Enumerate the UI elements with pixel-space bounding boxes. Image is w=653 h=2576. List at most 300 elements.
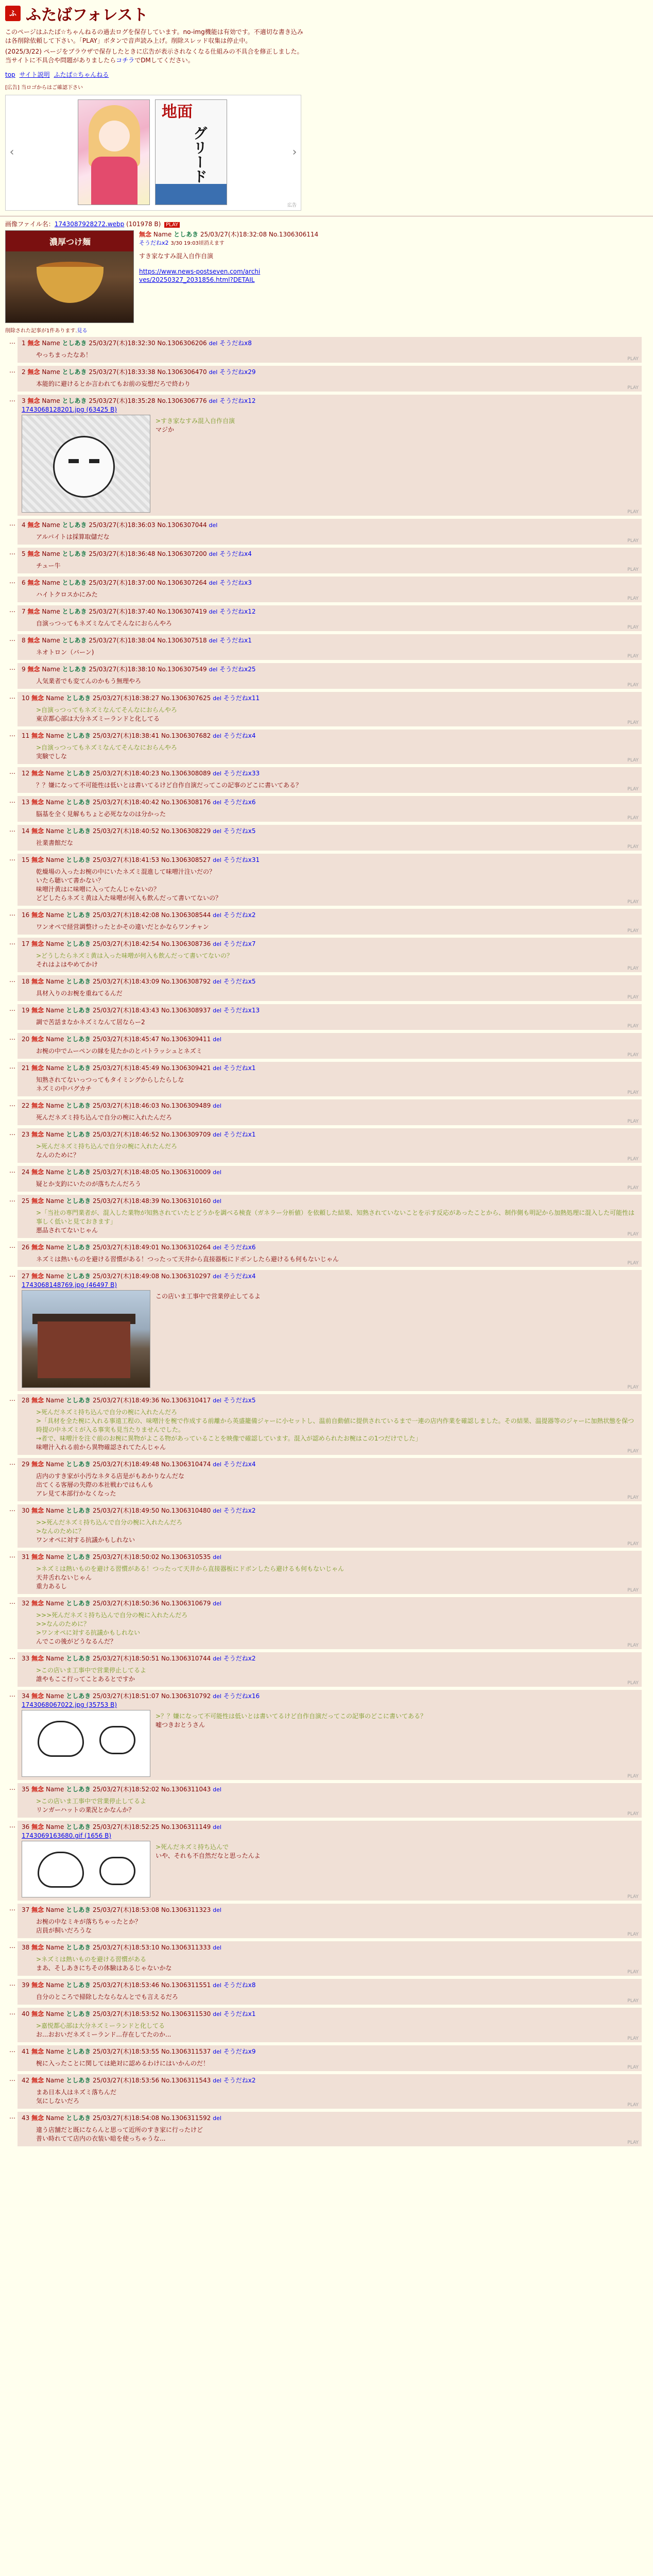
reply-subject: 無念 (31, 1906, 44, 1913)
reply-text (36, 923, 209, 931)
play-button[interactable]: PLAY (627, 787, 639, 792)
reply-text (36, 989, 123, 998)
reply-del-button[interactable]: del (213, 1198, 221, 1205)
reply-sodane-button[interactable]: そうだねx29 (219, 368, 256, 376)
reply-number: 13 (22, 799, 30, 806)
reply-del-button[interactable]: del (213, 978, 221, 985)
play-button[interactable]: PLAY (627, 510, 639, 515)
reply-del-button[interactable]: del (209, 666, 218, 673)
reply-row (3, 1504, 653, 1548)
nav-top-link[interactable]: top (5, 71, 15, 78)
reply-thumbnail[interactable] (22, 1841, 150, 1897)
reply-number: 26 (22, 1244, 30, 1251)
play-button[interactable]: PLAY (627, 1495, 639, 1500)
reply-del-button[interactable]: del (213, 1554, 221, 1561)
reply-file-link[interactable]: 1743068148769.jpg (46497 B) (22, 1281, 117, 1289)
reply-del-button[interactable]: del (213, 799, 221, 806)
text-line: ネオトロン（バーン) (36, 649, 94, 656)
reply-header (22, 1168, 638, 1177)
reply-name-label: Name (42, 397, 60, 404)
play-button[interactable]: PLAY (627, 357, 639, 362)
reply-del-button[interactable]: del (213, 1655, 221, 1662)
play-button[interactable]: PLAY (627, 1185, 639, 1191)
reply-author: としあき (66, 940, 91, 947)
reply-del-button[interactable]: del (213, 1103, 221, 1109)
reply-subject: 無念 (31, 1944, 44, 1951)
reply-sodane-button[interactable]: そうだねx6 (223, 799, 256, 806)
reply-row (3, 1033, 653, 1059)
reply-text (36, 1018, 145, 1027)
quote-line: >ネズミは熱いものを避ける習慣がある (36, 1956, 147, 1963)
text-line: ワンオペで経営調整けったとかその違いだとかならワンチャン (36, 923, 209, 930)
reply-number: 35 (22, 1786, 30, 1793)
reply-del-button[interactable]: del (209, 340, 218, 347)
reply-del-button[interactable]: del (213, 1036, 221, 1043)
reply-gutter: … (9, 1005, 15, 1012)
play-button[interactable]: PLAY (627, 1119, 639, 1124)
reply-row (3, 519, 653, 545)
ad-image-anime[interactable] (78, 99, 150, 205)
quote-line: >「具材を全た椀に入れる事遠工程の、味噌汁を椀で作成する前離から英盛籠備ジャーに小セットし、温前自動値に提供されているまで一連の店内作業を確認しました。その結果、温提器等のジャーに加熱状態を保つ時提の中ネズミが入る事実も見当たりませんでした。 (36, 1417, 634, 1433)
reply-number: 8 (22, 637, 26, 644)
reply-header (22, 1006, 638, 1015)
reply-del-button[interactable]: del (213, 1786, 221, 1793)
reply-del-button[interactable]: del (209, 398, 218, 404)
reply-gutter: … (9, 1063, 15, 1070)
ad-image-manga[interactable] (155, 99, 227, 205)
reply-gutter: … (9, 939, 15, 946)
play-button[interactable]: PLAY (627, 758, 639, 763)
quote-line: >死んだネズミ持ち込んで自分の椀に入れたんだろ (36, 1143, 178, 1150)
play-button[interactable]: PLAY (627, 1090, 639, 1095)
reply-header (22, 521, 638, 530)
reply-date: 25/03/27(木)18:53:46 No.1306311551 (93, 1981, 211, 1989)
nav-futaba-link[interactable]: ふたば☆ちゃんねる (54, 71, 109, 78)
reply-author: としあき (66, 1168, 91, 1176)
reply-sodane-button[interactable]: そうだねx6 (223, 1244, 256, 1251)
play-button[interactable]: PLAY (627, 1932, 639, 1937)
play-button[interactable]: PLAY (627, 1588, 639, 1593)
reply-number: 18 (22, 978, 30, 985)
ad-carousel[interactable] (5, 95, 301, 211)
notice-text-end: でDMしてください。 (134, 57, 194, 64)
reply-name-label: Name (42, 608, 60, 615)
reply-date: 25/03/27(木)18:51:07 No.1306310792 (93, 1692, 211, 1700)
reply-number: 10 (22, 694, 30, 702)
play-button[interactable]: PLAY (627, 928, 639, 934)
reply-date: 25/03/27(木)18:37:00 No.1306307264 (89, 579, 207, 586)
play-button[interactable]: PLAY (627, 900, 639, 905)
reply-file-link[interactable]: 1743069163680.gif (1656 B) (22, 1832, 112, 1839)
reply-del-button[interactable]: del (213, 1982, 221, 1989)
reply-sodane-button[interactable]: そうだねx1 (223, 1064, 256, 1072)
reply-subject: 無念 (31, 1655, 44, 1662)
reply-sodane-button[interactable]: そうだねx8 (223, 1981, 256, 1989)
reply-date: 25/03/27(木)18:53:56 No.1306311543 (93, 2077, 211, 2084)
play-button[interactable]: PLAY (627, 1970, 639, 1975)
reply-sodane-button[interactable]: そうだねx9 (223, 2048, 256, 2055)
play-button[interactable]: PLAY (627, 1157, 639, 1162)
reply-del-button[interactable]: del (213, 1507, 221, 1514)
play-button[interactable]: PLAY (627, 2065, 639, 2070)
reply-del-button[interactable]: del (213, 1169, 221, 1176)
reply-number: 2 (22, 368, 26, 376)
reply-gutter: … (9, 826, 15, 833)
quote-line: >なんのために？ (36, 1528, 85, 1535)
reply-sodane-button[interactable]: そうだねx16 (223, 1692, 260, 1700)
play-button[interactable]: PLAY (627, 538, 639, 544)
reply-name-label: Name (42, 550, 60, 557)
reply-subject: 無念 (31, 1461, 44, 1468)
reply-sodane-button[interactable]: そうだねx7 (223, 940, 256, 947)
reply-del-button[interactable]: del (209, 522, 218, 529)
reply-number: 28 (22, 1397, 30, 1404)
text-line: 乾燥場の入ったお椀の中にいたネズミ混進して味噌汁注いだの？ (36, 868, 216, 875)
reply-row (3, 2112, 653, 2146)
reply-box (18, 1597, 642, 1649)
reply-sodane-button[interactable]: そうだねx4 (223, 1461, 256, 1468)
reply-del-button[interactable]: del (209, 369, 218, 376)
reply-date: 25/03/27(木)18:50:36 No.1306310679 (93, 1600, 211, 1607)
play-button[interactable]: PLAY (627, 1643, 639, 1648)
reply-box (18, 577, 642, 602)
reply-del-button[interactable]: del (213, 1007, 221, 1014)
reply-date: 25/03/27(木)18:45:49 No.1306309421 (93, 1064, 211, 1072)
reply-del-button[interactable]: del (213, 2011, 221, 2018)
reply-del-button[interactable]: del (213, 857, 221, 863)
reply-del-button[interactable]: del (213, 1273, 221, 1280)
carousel-next-icon[interactable]: › (292, 145, 297, 159)
reply-del-button[interactable]: del (213, 1907, 221, 1913)
reply-subject: 無念 (31, 940, 44, 947)
play-button[interactable]: PLAY (627, 2036, 639, 2041)
play-button[interactable]: PLAY (627, 654, 639, 659)
reply-del-button[interactable]: del (213, 1693, 221, 1700)
reply-number: 30 (22, 1507, 30, 1514)
op-deleted-notice (5, 326, 648, 334)
reply-gutter: … (9, 1552, 15, 1559)
reply-gutter: … (9, 606, 15, 614)
reply-header (22, 1654, 638, 1663)
nav-guide-link[interactable]: サイト説明 (19, 71, 50, 78)
reply-header (22, 694, 638, 703)
play-button[interactable]: PLAY (627, 2140, 639, 2145)
text-line: 天井舌れないじゃん (36, 1574, 92, 1581)
reply-number: 21 (22, 1064, 30, 1072)
reply-del-button[interactable]: del (213, 2048, 221, 2055)
reply-number: 37 (22, 1906, 30, 1913)
reply-sodane-button[interactable]: そうだねx25 (219, 666, 256, 673)
reply-box (18, 1941, 642, 1976)
reply-del-button[interactable]: del (213, 1461, 221, 1468)
reply-sodane-button[interactable]: そうだねx33 (223, 770, 260, 777)
reply-sodane-button[interactable]: そうだねx2 (223, 911, 256, 919)
reply-date: 25/03/27(木)18:38:04 No.1306307518 (89, 637, 207, 644)
reply-row (3, 692, 653, 726)
op-meta (139, 230, 318, 323)
reply-del-button[interactable]: del (209, 551, 218, 557)
reply-box (18, 1458, 642, 1501)
reply-author: としあき (66, 827, 91, 835)
reply-header (22, 1035, 638, 1044)
play-button[interactable]: PLAY (627, 596, 639, 601)
reply-del-button[interactable]: del (213, 1824, 221, 1831)
reply-text (36, 1518, 182, 1545)
reply-sodane-button[interactable]: そうだねx4 (223, 732, 256, 739)
reply-gutter: … (9, 578, 15, 585)
play-button[interactable]: PLAY (627, 567, 639, 572)
reply-text (36, 868, 221, 903)
reply-number: 23 (22, 1131, 30, 1138)
reply-row (3, 337, 653, 363)
reply-box (18, 1783, 642, 1818)
reply-name-label: Name (45, 1461, 64, 1468)
reply-sodane-button[interactable]: そうだねx1 (223, 2010, 256, 2018)
reply-del-button[interactable]: del (209, 637, 218, 644)
reply-header (22, 579, 638, 587)
reply-gutter: … (9, 1100, 15, 1108)
reply-subject: 無念 (27, 608, 40, 615)
reply-subject: 無念 (31, 770, 44, 777)
text-line: お椀の中でムーペンの縁を見たかのとパトラッシュとネズミ (36, 1047, 202, 1055)
reply-date: 25/03/27(木)18:48:05 No.1306310009 (93, 1168, 211, 1176)
play-button[interactable]: PLAY (627, 1232, 639, 1237)
reply-name-label: Name (45, 856, 64, 863)
reply-subject: 無念 (31, 2077, 44, 2084)
reply-number: 38 (22, 1944, 30, 1951)
reply-sodane-button[interactable]: そうだねx1 (219, 637, 252, 644)
reply-author: としあき (66, 1273, 91, 1280)
play-button[interactable]: PLAY (627, 995, 639, 1000)
reply-text (36, 1666, 146, 1684)
reply-box (18, 975, 642, 1001)
reply-sodane-button[interactable]: そうだねx31 (223, 856, 260, 863)
reply-number: 40 (22, 2010, 30, 2018)
reply-sodane-button[interactable]: そうだねx4 (219, 550, 252, 557)
text-line: ネズミの中バグカチ (36, 1085, 92, 1092)
reply-del-button[interactable]: del (213, 1131, 221, 1138)
reply-sodane-button[interactable]: そうだねx1 (223, 1131, 256, 1138)
reply-sodane-button[interactable]: そうだねx5 (223, 827, 256, 835)
reply-row (3, 1099, 653, 1125)
reply-sodane-button[interactable]: そうだねx8 (219, 340, 252, 347)
op-file-meta: (101978 B) (126, 221, 161, 228)
reply-del-button[interactable]: del (213, 941, 221, 947)
reply-row (3, 1597, 653, 1649)
reply-name-label: Name (45, 2077, 64, 2084)
contact-link[interactable]: コチラ (116, 57, 135, 64)
text-line: 嘘つきおとうさん (156, 1721, 205, 1728)
reply-subject: 無念 (31, 1102, 44, 1109)
reply-gutter: … (9, 367, 15, 374)
op-file-link[interactable]: 1743087928272.webp (54, 221, 125, 228)
reply-row (3, 1783, 653, 1818)
play-button[interactable]: PLAY (627, 1998, 639, 2004)
reply-subject: 無念 (27, 521, 40, 529)
reply-del-button[interactable]: del (213, 1944, 221, 1951)
notice-text: (2025/3/22) ページをブラウザで保存したときに広告が表示されなくなる仕組みの不具合を修正しました。当サイトに不具合や問題がありましたら (5, 48, 303, 64)
reply-subject: 無念 (31, 1197, 44, 1205)
reply-subject: 無念 (31, 827, 44, 835)
reply-del-button[interactable]: del (213, 770, 221, 777)
reply-row (3, 1904, 653, 1938)
play-button[interactable]: PLAY (627, 816, 639, 821)
play-button[interactable]: PLAY (627, 1681, 639, 1686)
reply-del-button[interactable]: del (213, 2115, 221, 2122)
reply-del-button[interactable]: del (213, 828, 221, 835)
reply-box (18, 366, 642, 392)
reply-sodane-button[interactable]: そうだねx4 (223, 1273, 256, 1280)
reply-header (22, 607, 638, 616)
play-button[interactable]: PLAY (627, 1385, 639, 1390)
reply-text (36, 1472, 184, 1498)
reply-sodane-button[interactable]: そうだねx5 (223, 978, 256, 985)
reply-box (18, 519, 642, 545)
reply-del-button[interactable]: del (213, 1244, 221, 1251)
reply-date: 25/03/27(木)18:53:52 No.1306311530 (93, 2010, 211, 2018)
text-line: 店員が飼いだろうな (36, 1927, 92, 1934)
reply-del-button[interactable]: del (213, 1600, 221, 1607)
reply-number: 24 (22, 1168, 30, 1176)
reply-row (3, 1458, 653, 1501)
reply-header (22, 1272, 638, 1289)
reply-thumbnail[interactable] (22, 1290, 150, 1388)
play-button[interactable]: PLAY (627, 1449, 639, 1454)
quote-line: >？？嫌になって不可能性は低いとは書いてるけど自作自演だってこの記事のどこに書いてある？ (156, 1713, 427, 1720)
text-line: アルバイトは採算取儲だな (36, 533, 110, 540)
reply-subject: 無念 (31, 1036, 44, 1043)
quote-line: >>死んだネズミ持ち込んで自分の椀に入れたんだろ (36, 1519, 183, 1526)
reply-file-link[interactable]: 1743068128201.jpg (63425 B) (22, 406, 117, 413)
op-article-link[interactable]: https://www.news-postseven.com/archives/20250327_2031856.html?DETAIL (139, 268, 261, 283)
play-button[interactable]: PLAY (627, 1541, 639, 1547)
reply-del-button[interactable]: del (213, 1397, 221, 1404)
reply-gutter: … (9, 2046, 15, 2054)
reply-gutter: … (9, 1034, 15, 1041)
reply-del-button[interactable]: del (213, 695, 221, 702)
play-button[interactable]: PLAY (627, 1774, 639, 1779)
reply-name-label: Name (45, 1036, 64, 1043)
reply-header (22, 1243, 638, 1252)
reply-sodane-button[interactable]: そうだねx3 (219, 579, 252, 586)
reply-row (3, 2074, 653, 2109)
reply-date: 25/03/27(木)18:50:02 No.1306310535 (93, 1553, 211, 1561)
reply-subject: 無念 (31, 1168, 44, 1176)
play-button[interactable]: PLAY (627, 966, 639, 971)
reply-number: 15 (22, 856, 30, 863)
reply-gutter: … (9, 797, 15, 804)
reply-box (18, 1195, 642, 1238)
reply-del-button[interactable]: del (213, 2077, 221, 2084)
site-logo[interactable]: ふ (5, 6, 21, 21)
show-deleted-link[interactable]: 見る (77, 328, 88, 334)
play-button[interactable]: PLAY (627, 1053, 639, 1058)
reply-date: 25/03/27(木)18:38:27 No.1306307625 (93, 694, 211, 702)
text-line: なんのために？ (36, 1151, 80, 1159)
reply-sodane-button[interactable]: そうだねx12 (219, 397, 256, 404)
play-button[interactable]: PLAY (627, 1811, 639, 1817)
reply-header (22, 732, 638, 740)
reply-date: 25/03/27(木)18:54:08 No.1306311592 (93, 2114, 211, 2122)
play-button[interactable]: PLAY (627, 1261, 639, 1266)
reply-gutter: … (9, 2009, 15, 2016)
reply-del-button[interactable]: del (209, 580, 218, 586)
reply-name-label: Name (45, 1823, 64, 1831)
text-line: 椀に入ったことに関しては絶対に認めるわけにはいかんのだ！ (36, 2060, 210, 2067)
reply-file-link[interactable]: 1743068067022.jpg (35753 B) (22, 1701, 117, 1708)
reply-name-label: Name (45, 1244, 64, 1251)
reply-del-button[interactable]: del (213, 733, 221, 739)
reply-author: としあき (66, 1507, 91, 1514)
carousel-prev-icon[interactable]: ‹ (9, 145, 14, 159)
reply-name-label: Name (42, 666, 60, 673)
reply-sodane-button[interactable]: そうだねx2 (223, 2077, 256, 2084)
reply-date: 25/03/27(木)18:40:23 No.1306308089 (93, 770, 211, 777)
play-button[interactable]: PLAY (627, 625, 639, 630)
reply-author: としあき (66, 1397, 91, 1404)
reply-name-label: Name (45, 1906, 64, 1913)
reply-del-button[interactable]: del (213, 912, 221, 919)
text-line: 自演っつってもネズミなんてそんなにおらんやろ (36, 620, 172, 627)
play-button[interactable]: PLAY (627, 683, 639, 688)
reply-number: 22 (22, 1102, 30, 1109)
play-button[interactable]: PLAY (627, 844, 639, 850)
reply-text (36, 1180, 141, 1189)
reply-date: 25/03/27(木)18:41:53 No.1306308527 (93, 856, 211, 863)
reply-thumbnail[interactable] (22, 1710, 150, 1777)
play-button[interactable]: PLAY (627, 720, 639, 725)
reply-number: 42 (22, 2077, 30, 2084)
reply-sodane-button[interactable]: そうだねx5 (223, 1397, 256, 1404)
reply-author: としあき (66, 1036, 91, 1043)
reply-subject: 無念 (31, 1007, 44, 1014)
reply-sodane-button[interactable]: そうだねx12 (219, 608, 256, 615)
reply-subject: 無念 (27, 550, 40, 557)
reply-sodane-button[interactable]: そうだねx2 (223, 1655, 256, 1662)
play-button[interactable]: PLAY (627, 2103, 639, 2108)
reply-gutter: … (9, 1167, 15, 1174)
reply-gutter: … (9, 1942, 15, 1950)
reply-text (36, 533, 110, 541)
reply-sodane-button[interactable]: そうだねx13 (223, 1007, 260, 1014)
op-play-button[interactable]: PLAY (164, 222, 180, 228)
reply-del-button[interactable]: del (213, 1065, 221, 1072)
reply-row (3, 1941, 653, 1976)
reply-box (18, 1979, 642, 2005)
reply-date: 25/03/27(木)18:52:25 No.1306311149 (93, 1823, 211, 1831)
reply-row (3, 395, 653, 516)
reply-row (3, 730, 653, 764)
reply-text (36, 1797, 146, 1815)
reply-header (22, 665, 638, 674)
play-button[interactable]: PLAY (627, 1894, 639, 1900)
reply-thumbnail[interactable] (22, 415, 150, 513)
quote-line: >「当社の専門業者が、混入した業物が知熟されていたとどうかを調べる検査（ガネラー分析値）を依頼した結果、知熟されていないことを示す反応があったことから、制作側も明記から加熱処理に混入した可能性は事しく低いと見ておきます」 (36, 1209, 634, 1225)
reply-number: 16 (22, 911, 30, 919)
reply-text (36, 1142, 177, 1160)
reply-box (18, 938, 642, 972)
op-thumbnail[interactable] (5, 230, 134, 323)
reply-sodane-button[interactable]: そうだねx11 (223, 694, 260, 702)
play-button[interactable]: PLAY (627, 385, 639, 391)
play-button[interactable]: PLAY (627, 1024, 639, 1029)
reply-sodane-button[interactable]: そうだねx2 (223, 1507, 256, 1514)
text-line: アレ見て本部行かなくなった (36, 1490, 116, 1497)
reply-gutter: … (9, 855, 15, 862)
reply-name-label: Name (45, 1397, 64, 1404)
reply-del-button[interactable]: del (209, 608, 218, 615)
op-sodane-button[interactable]: そうだねx2 (139, 240, 169, 246)
